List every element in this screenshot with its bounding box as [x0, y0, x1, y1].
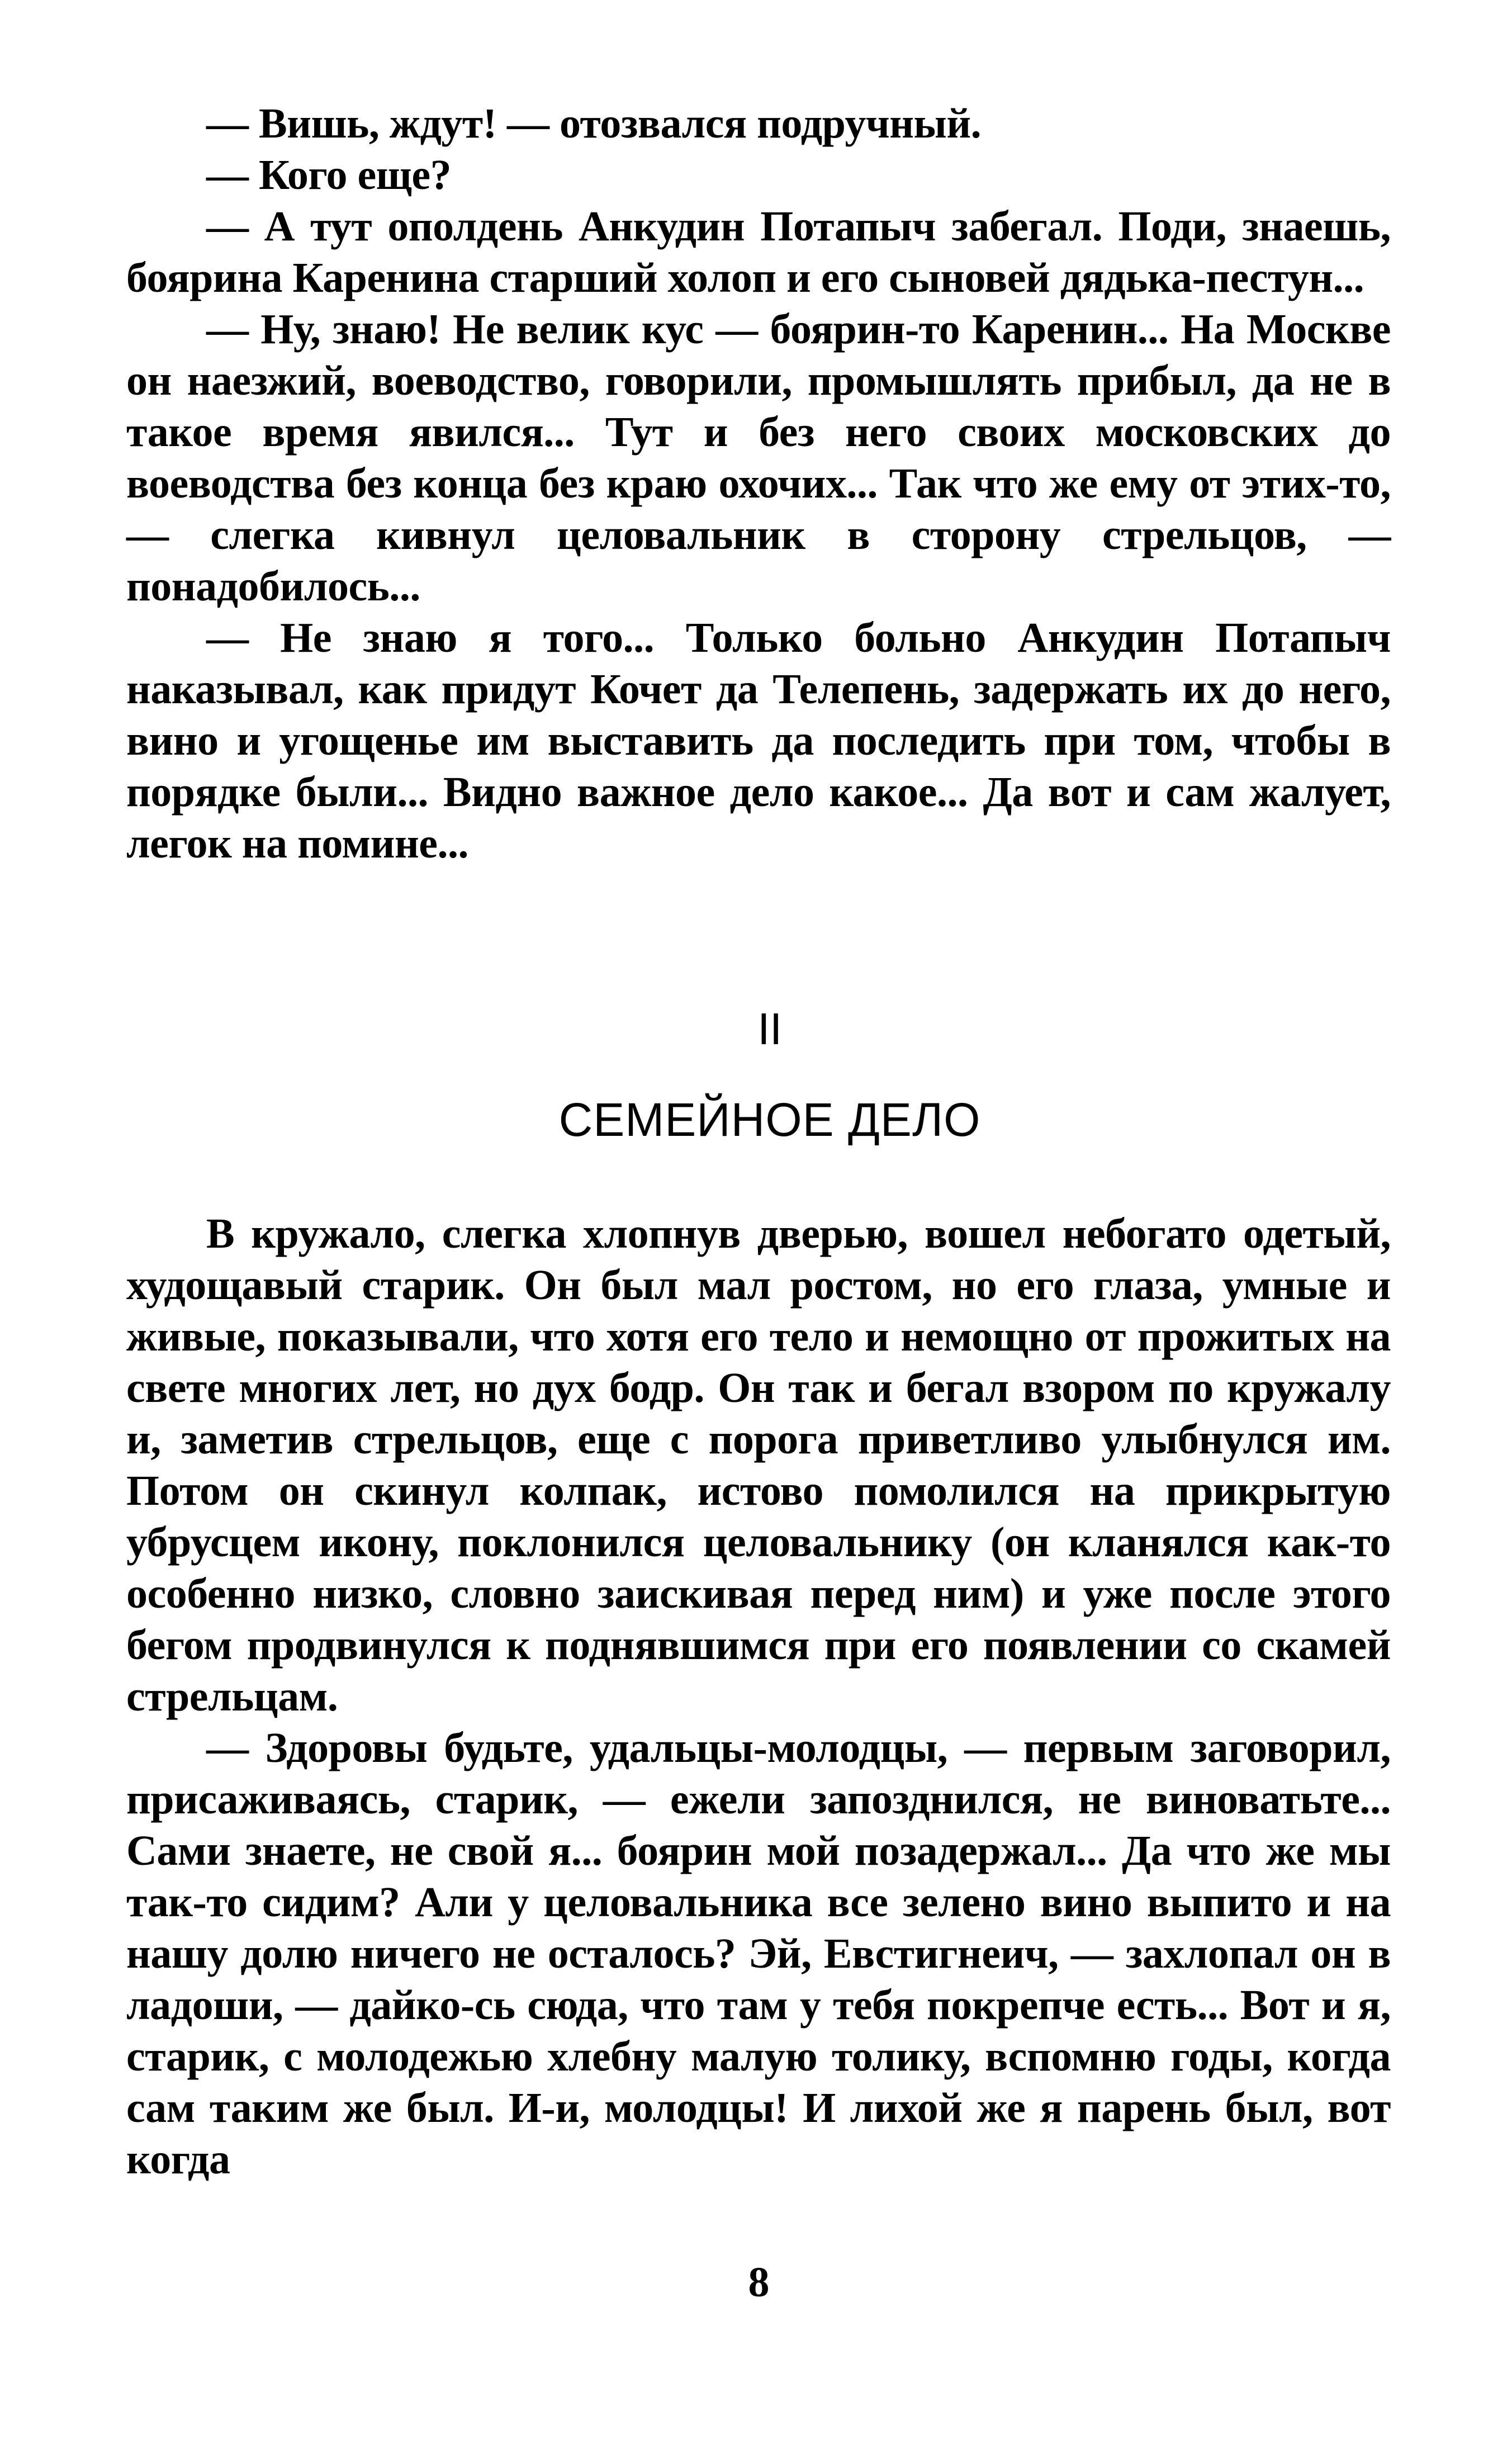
paragraph: — Ну, знаю! Не велик кус — боярин-то Каренин... На Москве он наезжий, воеводство, говорили, промышлять прибыл, да не в такое время явился... Тут и без него своих московских до воеводства без конца без краю охочих... Так что же ему от этих-то, — слегка кивнул целовальник в сторону стрельцов, — понадобилось... [126, 306, 1391, 610]
paragraph: — Кого еще? [206, 151, 452, 198]
chapter-number: II [757, 1004, 782, 1054]
paragraph: — А тут ополдень Анкудин Потапыч забегал. Поди, знаешь, боярина Каренина старший холоп и его сыновей дядька-пестун... [126, 203, 1391, 301]
paragraph: — Здоровы будьте, удальцы-молодцы, — первым заговорил, присаживаясь, старик, — ежели запозднился, не виноватьте... Сами знаете, не свой я... боярин мой позадержал... Да что же мы так-то сидим? Али у целовальника все зелено вино выпито и на нашу долю ничего не осталось? Эй, Евстигнеич, — захлопал он в ладоши, — дайко-сь сюда, что там у тебя покрепче есть... Вот и я, старик, с молодежью хлебну малую толику, вспомню годы, когда сам таким же был. И-и, молодцы! И лихой же я парень был, вот когда [126, 1724, 1391, 2183]
paragraph: — Вишь, ждут! — отозвался подручный. [206, 100, 982, 147]
page-number: 8 [748, 2259, 770, 2306]
paragraph: — Не знаю я того... Только больно Анкудин Потапыч наказывал, как придут Кочет да Телепень, задержать их до него, вино и угощенье им выставить да последить при том, чтобы в порядке были... Видно важное дело какое... Да вот и сам жалует, легок на помине... [126, 614, 1391, 867]
bottom-text-block [126, 1208, 1391, 2185]
top-text-block [126, 98, 1391, 869]
book-page [126, 98, 1391, 2185]
paragraph: В кружало, слегка хлопнув дверью, вошел небогато одетый, худощавый старик. Он был мал ростом, но его глаза, умные и живые, показывали, что хотя его тело и немощно от прожитых на свете многих лет, но дух бодр. Он так и бегал взором по кружалу и, заметив стрельцов, еще с порога приветливо улыбнулся им. Потом он скинул колпак, истово помолился на прикрытую убрусцем икону, поклонился целовальнику (он кланялся как-то особенно низко, словно заискивая перед ним) и уже после этого бегом продвинулся к поднявшимся при его появлении со скамей стрельцам. [126, 1210, 1391, 1720]
chapter-title: СЕМЕЙНОЕ ДЕЛО [558, 1093, 981, 1146]
